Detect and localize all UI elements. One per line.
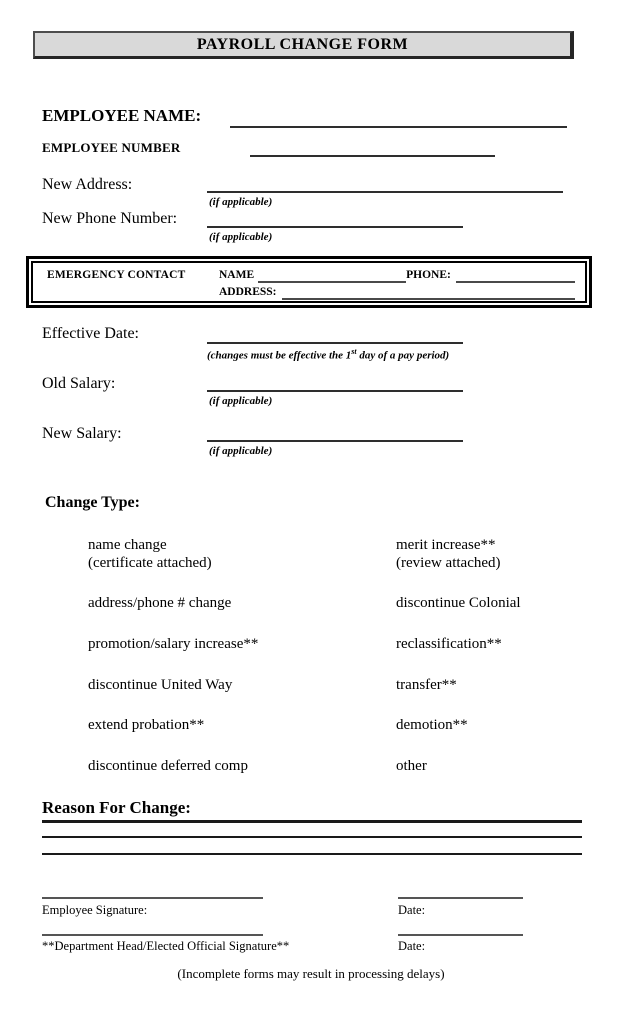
new-phone-input-line[interactable] [207, 208, 463, 228]
new-address-note: (if applicable) [209, 196, 273, 208]
department-head-signature-line[interactable] [42, 923, 263, 936]
employee-signature-label: Employee Signature: [42, 903, 148, 917]
emergency-address-label: ADDRESS: [219, 286, 277, 298]
emergency-name-input-line[interactable] [258, 268, 406, 283]
change-type-option-transfer[interactable]: transfer** [396, 677, 457, 693]
change-type-option-other[interactable]: other [396, 758, 427, 774]
change-type-option-demotion[interactable]: demotion** [396, 717, 468, 733]
change-type-option-name-change[interactable]: name change [88, 537, 167, 553]
change-type-option-extend-probation[interactable]: extend probation** [88, 717, 205, 733]
department-head-date-label: Date: [398, 939, 426, 953]
form-title: PAYROLL CHANGE FORM [196, 35, 409, 53]
change-type-option-discontinue-deferred-comp[interactable]: discontinue deferred comp [88, 758, 248, 774]
emergency-contact-inner-box [31, 261, 587, 303]
change-type-option-discontinue-colonial[interactable]: discontinue Colonial [396, 595, 521, 611]
employee-signature-date-line[interactable] [398, 886, 523, 899]
emergency-phone-label: PHONE: [406, 269, 451, 281]
change-type-option-reclassification[interactable]: reclassification** [396, 636, 502, 652]
employee-number-label: EMPLOYEE NUMBER [42, 140, 181, 155]
change-type-option-name-change-sub: (certificate attached) [88, 555, 212, 571]
old-salary-input-line[interactable] [207, 372, 463, 392]
employee-name-input-line[interactable] [230, 106, 567, 128]
new-salary-label: New Salary: [42, 425, 122, 442]
new-salary-note: (if applicable) [209, 445, 273, 457]
change-type-option-merit-increase-sub: (review attached) [396, 555, 501, 571]
employee-number-input-line[interactable] [250, 137, 495, 157]
effective-date-label: Effective Date: [42, 325, 139, 342]
emergency-name-label: NAME [219, 269, 255, 281]
change-type-heading: Change Type: [45, 494, 140, 511]
new-salary-input-line[interactable] [207, 422, 463, 442]
footer-processing-note: (Incomplete forms may result in processing delays) [177, 966, 445, 981]
old-salary-label: Old Salary: [42, 375, 116, 392]
reason-for-change-heading: Reason For Change: [42, 798, 582, 823]
emergency-phone-input-line[interactable] [456, 268, 575, 283]
emergency-contact-box [26, 256, 592, 308]
department-head-signature-label: **Department Head/Elected Official Signature** [42, 939, 290, 953]
reason-for-change-writing-line-1[interactable] [42, 832, 582, 838]
employee-name-label: EMPLOYEE NAME: [42, 106, 202, 125]
old-salary-note: (if applicable) [209, 395, 273, 407]
employee-signature-line[interactable] [42, 886, 263, 899]
change-type-option-promotion-salary-increase[interactable]: promotion/salary increase** [88, 636, 259, 652]
new-address-input-line[interactable] [207, 173, 563, 193]
employee-signature-date-label: Date: [398, 903, 426, 917]
new-address-label: New Address: [42, 176, 133, 193]
form-title-bar [33, 31, 574, 59]
new-phone-label: New Phone Number: [42, 210, 178, 227]
change-type-option-address-phone-change[interactable]: address/phone # change [88, 595, 232, 611]
effective-date-input-line[interactable] [207, 324, 463, 344]
emergency-address-input-line[interactable] [282, 285, 575, 300]
new-phone-note: (if applicable) [209, 231, 273, 243]
effective-date-note: (changes must be effective the 1st day of a pay period) [207, 347, 450, 362]
department-head-date-line[interactable] [398, 923, 523, 936]
emergency-contact-label: EMERGENCY CONTACT [47, 269, 186, 281]
change-type-option-discontinue-united-way[interactable]: discontinue United Way [88, 677, 233, 693]
change-type-option-merit-increase[interactable]: merit increase** [396, 537, 496, 553]
reason-for-change-writing-line-2[interactable] [42, 849, 582, 855]
